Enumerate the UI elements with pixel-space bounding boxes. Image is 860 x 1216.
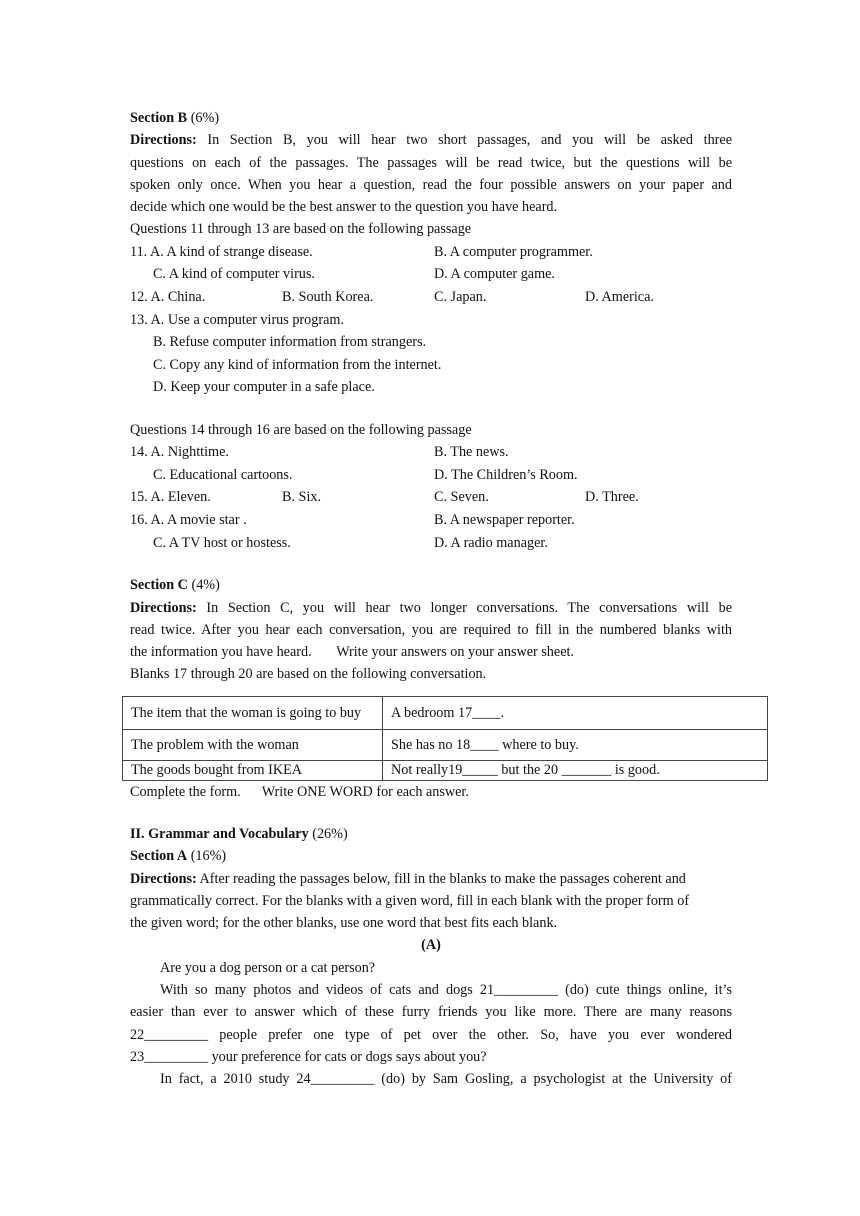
section-c-weight: (4%): [187, 577, 220, 594]
q14-option-a: 14. A. Nighttime.: [130, 444, 229, 461]
question-13-row-1: [130, 309, 732, 332]
section-b-directions-line-3: spoken only once. When you hear a question, read the four possible answers on your paper and: [130, 176, 732, 193]
passage-paragraph-3-line-1: In fact, a 2010 study 24_________ (do) by Sam Gosling, a psychologist at the University of: [160, 1071, 732, 1088]
spacer: [130, 803, 732, 823]
section-b-directions-line-1: [130, 129, 732, 151]
question-14-row-1: [130, 441, 732, 464]
table-row: [123, 696, 768, 729]
section-b-title: Section B: [130, 110, 188, 126]
q12-option-a: 12. A. China.: [130, 288, 206, 305]
q15-option-d: D. Three.: [585, 489, 639, 506]
section-c-directions-label: Directions:: [130, 599, 197, 616]
passage-paragraph-2-line-3: 22_________ people prefer one type of pet over the other. So, have you ever wondered: [130, 1026, 732, 1043]
question-13-row-3: [130, 354, 732, 377]
passage-paragraph-2-line-2: easier than ever to answer which of these furry friends you like more. There are many reasons: [130, 1004, 732, 1021]
section-b-weight: (6%): [187, 110, 220, 126]
table-cell-value: A bedroom 17____.: [383, 696, 768, 729]
q12-option-c: C. Japan.: [434, 288, 487, 305]
section-b-directions-line-4: decide which one would be the best answer to the question you have heard.: [130, 199, 558, 216]
table-cell-value: Not really19_____ but the 20 _______ is good.: [383, 760, 768, 780]
q16-option-a: 16. A. A movie star .: [130, 512, 247, 529]
q12-option-b: B. South Korea.: [282, 288, 374, 305]
answer-table: [122, 696, 768, 781]
q14-option-b: B. The news.: [434, 444, 509, 461]
passage-paragraph-1: Are you a dog person or a cat person?: [160, 959, 376, 976]
question-11-row-1: [130, 241, 732, 264]
passage-2-intro: Questions 14 through 16 are based on the following passage: [130, 421, 472, 438]
table-cell-key: The problem with the woman: [123, 729, 383, 760]
q14-option-d: D. The Children’s Room.: [434, 466, 578, 483]
part-ii-section-a-title: Section A: [130, 848, 188, 865]
q15-option-c: C. Seven.: [434, 489, 489, 506]
q13-option-c: C. Copy any kind of information from the internet.: [153, 356, 442, 373]
part-ii-heading: [130, 823, 732, 845]
part-ii-directions-label: Directions:: [130, 870, 197, 887]
spacer: [130, 554, 732, 574]
question-11-row-2: [130, 263, 732, 286]
spacer: [130, 399, 732, 419]
passage-a-label: (A): [421, 937, 441, 954]
part-ii-title: II. Grammar and Vocabulary: [130, 825, 309, 842]
q15-option-a: 15. A. Eleven.: [130, 489, 211, 506]
form-instructions: Complete the form. Write ONE WORD for each answer.: [130, 783, 469, 800]
section-c-directions-line-3: the information you have heard. Write your answers on your answer sheet.: [130, 644, 574, 661]
table-cell-value: She has no 18____ where to buy.: [383, 729, 768, 760]
table-cell-key: The goods bought from IKEA: [123, 760, 383, 780]
q11-option-a: 11. A. A kind of strange disease.: [130, 243, 313, 260]
question-16-row-1: [130, 509, 732, 532]
question-15-row: [130, 486, 732, 509]
table-cell-key: The item that the woman is going to buy: [123, 696, 383, 729]
section-c-directions-line-1: [130, 597, 732, 619]
table-row: [123, 729, 768, 760]
q11-option-d: D. A computer game.: [434, 266, 555, 283]
section-c-heading: [130, 574, 732, 596]
q13-option-b: B. Refuse computer information from strangers.: [153, 334, 427, 351]
q15-option-b: B. Six.: [282, 489, 322, 506]
section-b-heading: [130, 107, 732, 129]
q12-option-d: D. America.: [585, 288, 654, 305]
q13-option-a: 13. A. Use a computer virus program.: [130, 311, 344, 328]
q11-option-c: C. A kind of computer virus.: [153, 266, 315, 283]
question-16-row-2: [130, 532, 732, 555]
table-row: [123, 760, 768, 780]
section-c-title: Section C: [130, 577, 188, 594]
directions-text: In Section B, you will hear two short passages, and you will be asked three: [196, 132, 732, 149]
q14-option-c: C. Educational cartoons.: [153, 466, 293, 483]
section-b-directions-line-2: questions on each of the passages. The passages will be read twice, but the questions will be: [130, 154, 732, 171]
directions-text: After reading the passages below, fill in the blanks to make the passages coherent and: [196, 870, 686, 887]
q13-option-d: D. Keep your computer in a safe place.: [153, 379, 375, 396]
q16-option-d: D. A radio manager.: [434, 534, 548, 551]
q16-option-b: B. A newspaper reporter.: [434, 512, 575, 529]
question-12-row: [130, 286, 732, 309]
part-ii-section-a-heading: [130, 845, 732, 867]
passage-1-intro: Questions 11 through 13 are based on the following passage: [130, 221, 472, 238]
part-ii-directions-line-2: grammatically correct. For the blanks with a given word, fill in each blank with the proper form of: [130, 892, 690, 909]
part-ii-section-a-weight: (16%): [187, 848, 227, 865]
directions-text: In Section C, you will hear two longer conversations. The conversations will be: [196, 599, 732, 616]
question-14-row-2: [130, 464, 732, 487]
document-body: [130, 107, 732, 1091]
section-c-directions-line-2: read twice. After you hear each conversation, you are required to fill in the numbered blanks with: [130, 621, 732, 638]
q16-option-c: C. A TV host or hostess.: [153, 534, 291, 551]
part-ii-weight: (26%): [308, 825, 348, 842]
question-13-row-2: [130, 331, 732, 354]
conversation-intro: Blanks 17 through 20 are based on the following conversation.: [130, 666, 487, 683]
passage-paragraph-2-line-4: 23_________ your preference for cats or dogs says about you?: [130, 1048, 487, 1065]
q11-option-b: B. A computer programmer.: [434, 243, 593, 260]
part-ii-directions-line-3: the given word; for the other blanks, use one word that best fits each blank.: [130, 915, 558, 932]
part-ii-directions-line-1: [130, 868, 732, 890]
section-b-directions-label: Directions:: [130, 132, 197, 149]
question-13-row-4: [130, 376, 732, 399]
passage-paragraph-2-line-1: With so many photos and videos of cats and dogs 21_________ (do) cute things online, it’s: [160, 982, 732, 999]
